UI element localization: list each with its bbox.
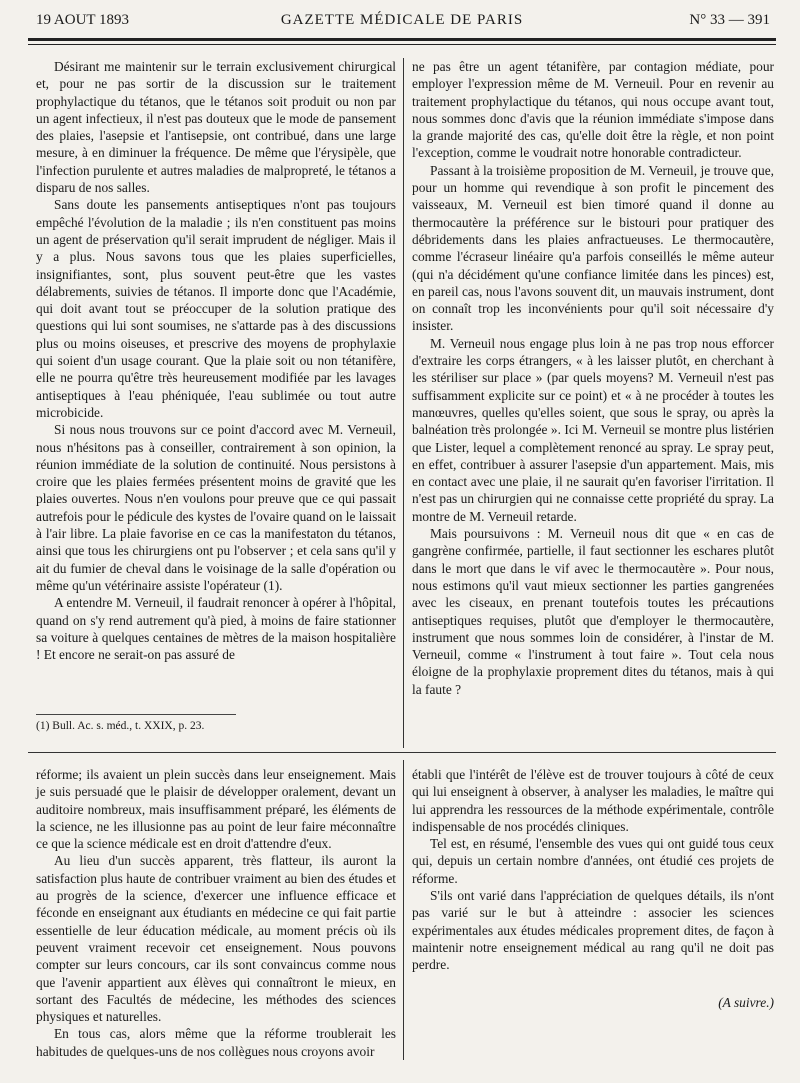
paragraph: M. Verneuil nous engage plus loin à ne pas trop nous efforcer d'extraire les corps étrangers, « à les laisser plutôt, en cherchant à les stériliser sur place » (par quels moyens? M. Verneuil n'est pas suffisamment explicite sur ce point) et « à ne procéder à toutes les manœuvres, quelles qu'elles soient, que sous le spray, ou après la balnéation très prolongée ». Ici M. Verneuil se montre plus listérien que Lister, lequel a complètement renoncé au spray. Le spray peut, en effet, contribuer à assurer l'asepsie d'un appartement. Mais, mis en contact avec une plaie, il ne saurait qu'en favoriser l'irritation. Il n'est pas un chirurgien qui ne connaisse cette propriété du spray. La montre de M. Verneuil retarde.: [412, 335, 774, 524]
paragraph: ne pas être un agent tétanifère, par contagion médiate, pour employer l'expression même de M. Verneuil. Pour en revenir au traitement prophylactique du tétanos, qui nous occupe avant tout, nous sommes donc d'avis que la réunion immédiate s'impose dans la grande majorité des cas, qu'elle doit être la règle, et non point l'exception, comme le voudrait notre honorable contradicteur.: [412, 59, 774, 161]
issue-date: 19 AOUT 1893: [36, 12, 130, 28]
page-number: N° 33 — 391: [689, 12, 770, 28]
section-separator: [28, 752, 776, 753]
page-header: [28, 8, 776, 32]
paragraph: Au lieu d'un succès apparent, très flatteur, ils auront la satisfaction plus haute de contribuer vraiment au bien des études et au progrès de la science, d'exercer une influence efficace et féconde en enseignant aux étudiants en médecine ce qui fait partie essentielle de leur éducation médicale, au moment précis où ils peuvent vraiment recevoir cet enseignement. Nous pouvons compter sur leurs concours, car ils sont convaincus comme nous que l'avenir appartient aux élèves qui connaîtront le mieux, en sortant des Facultés de médecine, les méthodes des sciences physiques et naturelles.: [36, 853, 396, 1025]
paragraph: Mais poursuivons : M. Verneuil nous dit que « en cas de gangrène confirmée, partielle, il faut sectionner les eschares plutôt dans le mort que dans le vif avec le thermocautère ». Pour nous, nous estimons qu'il vaut mieux sectionner les parties gangrenées avec les ciseaux, en prenant toutefois toutes les précautions antiseptiques requises, plutôt que d'employer le thermocautère, instrument que nous sommes loin de considérer, à l'instar de M. Verneuil, comme « l'instrument à tout faire ». Tout cela nous éloigne de la prophylaxie proprement dites du tétanos, mais à qui la faute ?: [412, 526, 774, 697]
paragraph: Passant à la troisième proposition de M. Verneuil, je trouve que, pour un homme qui revendique à son profit le pincement des vaisseaux, M. Verneuil est bien timoré quand il donne au thermocautère la préférence sur le bistouri pour pratiquer des débridements dans les plaies anfractueuses. Le thermocautère, comme l'écraseur linéaire qu'a parfois conseillés le même auteur (qui n'a décidément qu'une confiance limitée dans les pinces) est, en pareil cas, nous l'avons souvent dit, un mauvais instrument, dont on connaît trop les inconvénients pour qu'il soit nécessaire d'y insister.: [412, 162, 774, 334]
paragraph: A entendre M. Verneuil, il faudrait renoncer à opérer à l'hôpital, quand on s'y rend autrement qu'à pied, à moins de faire stationner sa voiture à quelques centaines de mètres de la maison hospitalière ! Et encore ne serait-on pas assuré de: [36, 595, 396, 663]
paragraph: Tel est, en résumé, l'ensemble des vues qui ont guidé tous ceux qui, depuis un certain nombre d'années, ont étudié ces projets de réforme.: [412, 836, 774, 886]
journal-title: GAZETTE MÉDICALE DE PARIS: [280, 12, 524, 28]
header-rule-thick: [28, 38, 776, 41]
bottom-left-column: [36, 766, 396, 1060]
paragraph: En tous cas, alors même que la réforme troublerait les habitudes de quelques-uns de nos collègues nous croyons avoir: [36, 1026, 396, 1059]
paragraph: Sans doute les pansements antiseptiques n'ont pas toujours empêché l'évolution de la maladie ; ils n'en constituent pas moins un agent de préservation qu'il serait imprudent de négliger. Mais il y a plus. Nous savons tous que les plaies superficielles, insignifiantes, sont, plus souvent peut-être que les vastes délabrements, suivies de tétanos. Il importe donc que l'Académie, qui doit avant tout se préoccuper de la solution pratique des questions qui lui sont soumises, ne s'attarde pas à des discussions plus ou moins oiseuses, et prescrive des moyens de prophylaxie qui soient d'un usage courant. Que la plaie soit ou non tétanifère, elle ne pourra qu'être très heureusement modifiée par les lavages antiseptiques à l'eau phéniquée, l'eau sublimée ou tout autre microbicide.: [36, 197, 396, 420]
column-divider-bottom: [403, 760, 404, 1060]
paragraph: Désirant me maintenir sur le terrain exclusivement chirurgical et, pour ne pas sortir de la discussion sur le traitement prophylactique du tétanos, que le tétanos soit produit ou non par un agent infectieux, il n'est pas douteux que le mode de pansement des plaies, l'asepsie et l'antisepsie, ont contribué, dans une large mesure, à en diminuer la fréquence. De même que l'érysipèle, que l'infection purulente et autres maladies de malpropreté, le tétanos a disparu de nos salles.: [36, 59, 396, 196]
paragraph: réforme; ils avaient un plein succès dans leur enseignement. Mais je suis persuadé que le plaisir de développer oralement, devant un auditoire nombreux, mais insuffisamment préparé, les éléments de la science, ne les illusionne pas au point de leur faire méconnaître ce que la science médicale est en droit d'attendre d'eux.: [36, 767, 396, 852]
right-column: [412, 58, 774, 698]
footnote: (1) Bull. Ac. s. méd., t. XXIX, p. 23.: [36, 720, 205, 732]
paragraph: établi que l'intérêt de l'élève est de trouver toujours à côté de ceux qui lui enseignent à observer, à analyser les maladies, le maître qui lui apprendra les ressources de la méthode expérimentale, contrôle indispensable de nos procédés cliniques.: [412, 767, 774, 834]
column-divider: [403, 58, 404, 748]
paragraph: S'ils ont varié dans l'appréciation de quelques détails, ils n'ont pas varié sur le but à atteindre : associer les sciences expérimentales aux études médicales proprement dites, de façon à maintenir notre enseignement médical au rang qu'il ne doit pas perdre.: [412, 888, 774, 973]
footnote-rule: [36, 714, 236, 715]
paragraph: Si nous nous trouvons sur ce point d'accord avec M. Verneuil, nous n'hésitons pas à conseiller, contrairement à son opinion, la réunion immédiate de la solution de continuité. Nous persistons à croire que les plaies fermées présentent moins de gravité que les plaies ouvertes. Nous n'en voulons pour preuve que ce qui passait autrefois pour le pédicule des kystes de l'ovaire quand on le laissait à l'air libre. La plaie favorise en ce cas la manifestaton du tétanos, ainsi que tous les chirurgiens ont pu l'observer ; et cela sans qu'il y ait du fumier de cheval dans le voisinage de la salle d'opération ou même qu'un vétérinaire assiste l'opérateur (1).: [36, 422, 396, 593]
to-be-continued: (A suivre.): [718, 994, 774, 1010]
header-rule-thin: [28, 44, 776, 45]
bottom-right-column: [412, 766, 774, 1011]
left-column: [36, 58, 396, 663]
